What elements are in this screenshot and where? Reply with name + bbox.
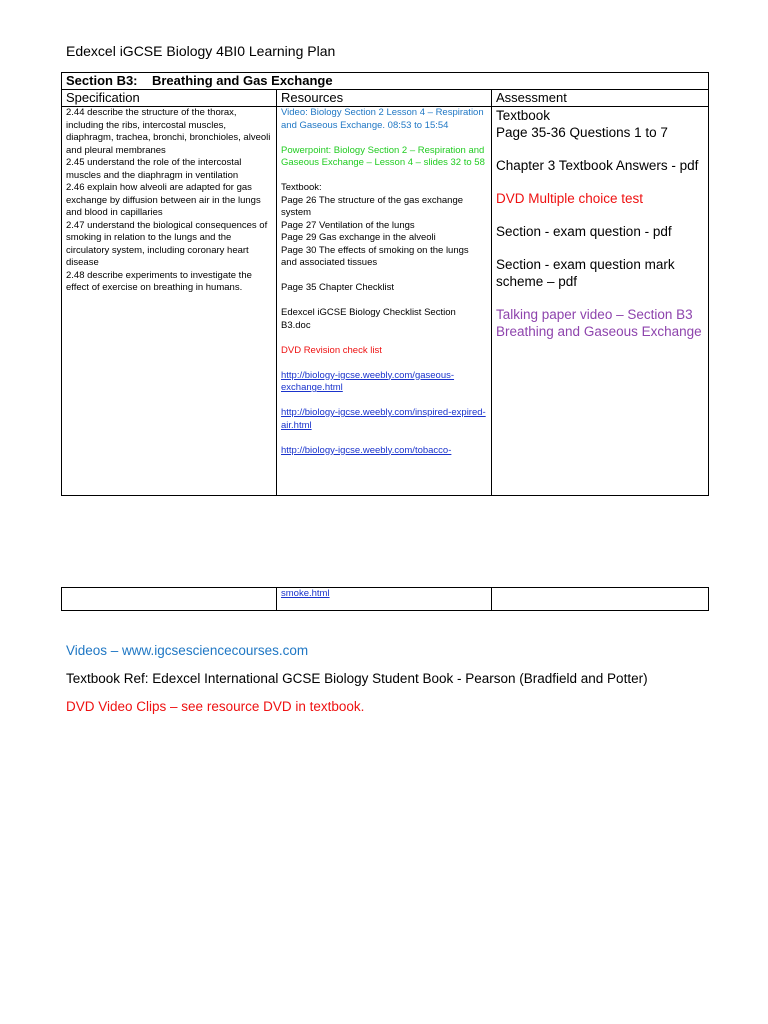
- textbook-page: Page 29 Gas exchange in the alveoli: [281, 232, 436, 243]
- column-header-specification: Specification: [62, 90, 277, 107]
- section-title: Section B3: Breathing and Gas Exchange: [62, 73, 709, 90]
- column-header-resources: Resources: [277, 90, 492, 107]
- tobacco-smoke-link[interactable]: http://biology-igcse.weebly.com/tobacco-: [281, 444, 452, 456]
- footer-dvd-clips-note: DVD Video Clips – see resource DVD in textbook.: [66, 699, 365, 714]
- document-title: Edexcel iGCSE Biology 4BI0 Learning Plan: [66, 43, 336, 59]
- section-header-row: [62, 73, 709, 90]
- learning-plan-table: [61, 72, 709, 496]
- continuation-spec-cell: [62, 588, 277, 611]
- gaseous-exchange-link[interactable]: http://biology-igcse.weebly.com/gaseous-exchange.html: [281, 369, 455, 393]
- spec-item: 2.45 understand the role of the intercostal muscles and the diaphragm in ventilation: [66, 157, 242, 181]
- chapter-checklist: Page 35 Chapter Checklist: [281, 282, 395, 293]
- continuation-row: [62, 588, 709, 611]
- specification-cell: [62, 107, 277, 496]
- column-header-row: [62, 90, 709, 107]
- exam-mark-scheme: Section - exam question mark scheme – pdf: [496, 257, 675, 289]
- inspired-expired-air-link[interactable]: http://biology-igcse.weebly.com/inspired-expired-air.html: [281, 407, 486, 431]
- spec-item: 2.47 understand the biological consequences of smoking in relation to the lungs and the circulatory system, including coronary heart disease: [66, 219, 268, 268]
- tobacco-smoke-link-continuation[interactable]: smoke.html: [281, 588, 330, 599]
- content-row: [62, 107, 709, 496]
- textbook-page: Page 30 The effects of smoking on the lungs and associated tissues: [281, 244, 469, 268]
- dvd-revision-checklist: DVD Revision check list: [281, 344, 382, 356]
- talking-paper-video: Talking paper video – Section B3 Breathing and Gaseous Exchange: [496, 307, 702, 339]
- footer-textbook-reference: Textbook Ref: Edexcel International GCSE Biology Student Book - Pearson (Bradfield and Potter): [66, 671, 648, 686]
- textbook-page: Page 27 Ventilation of the lungs: [281, 219, 415, 231]
- textbook-resource-block: [281, 182, 487, 270]
- footer-videos-note: Videos – www.igcsesciencecourses.com: [66, 643, 309, 658]
- continuation-assessment-cell: [492, 588, 709, 611]
- textbook-page: Page 26 The structure of the gas exchange system: [281, 194, 464, 218]
- dvd-multiple-choice-test: DVD Multiple choice test: [496, 191, 644, 206]
- spec-item: 2.46 explain how alveoli are adapted for gas exchange by diffusion between air in the lungs and blood in capillaries: [66, 182, 261, 218]
- spec-item: 2.48 describe experiments to investigate the effect of exercise on breathing in humans.: [66, 269, 252, 293]
- continuation-resources-cell: [277, 588, 492, 611]
- column-header-assessment: Assessment: [492, 90, 709, 107]
- learning-plan-table-continuation: [61, 587, 709, 611]
- textbook-heading: Textbook:: [281, 182, 322, 193]
- assessment-cell: [492, 107, 709, 496]
- exam-question: Section - exam question - pdf: [496, 224, 672, 239]
- checklist-document: Edexcel iGCSE Biology Checklist Section B3.doc: [281, 307, 456, 331]
- resources-cell: [277, 107, 492, 496]
- assessment-textbook-heading: Textbook: [496, 108, 551, 123]
- spec-item: 2.44 describe the structure of the thorax, including the ribs, intercostal muscles, diaphragm, trachea, bronchi, bronchioles, alveoli and pleural membranes: [66, 107, 271, 156]
- video-resource: Video: Biology Section 2 Lesson 4 – Respiration and Gaseous Exchange. 08:53 to 15:54: [281, 107, 484, 131]
- chapter-answers: Chapter 3 Textbook Answers - pdf: [496, 158, 699, 173]
- powerpoint-resource: Powerpoint: Biology Section 2 – Respiration and Gaseous Exchange – Lesson 4 – slides 32 to 58: [281, 144, 485, 168]
- assessment-textbook-questions: Page 35-36 Questions 1 to 7: [496, 125, 668, 140]
